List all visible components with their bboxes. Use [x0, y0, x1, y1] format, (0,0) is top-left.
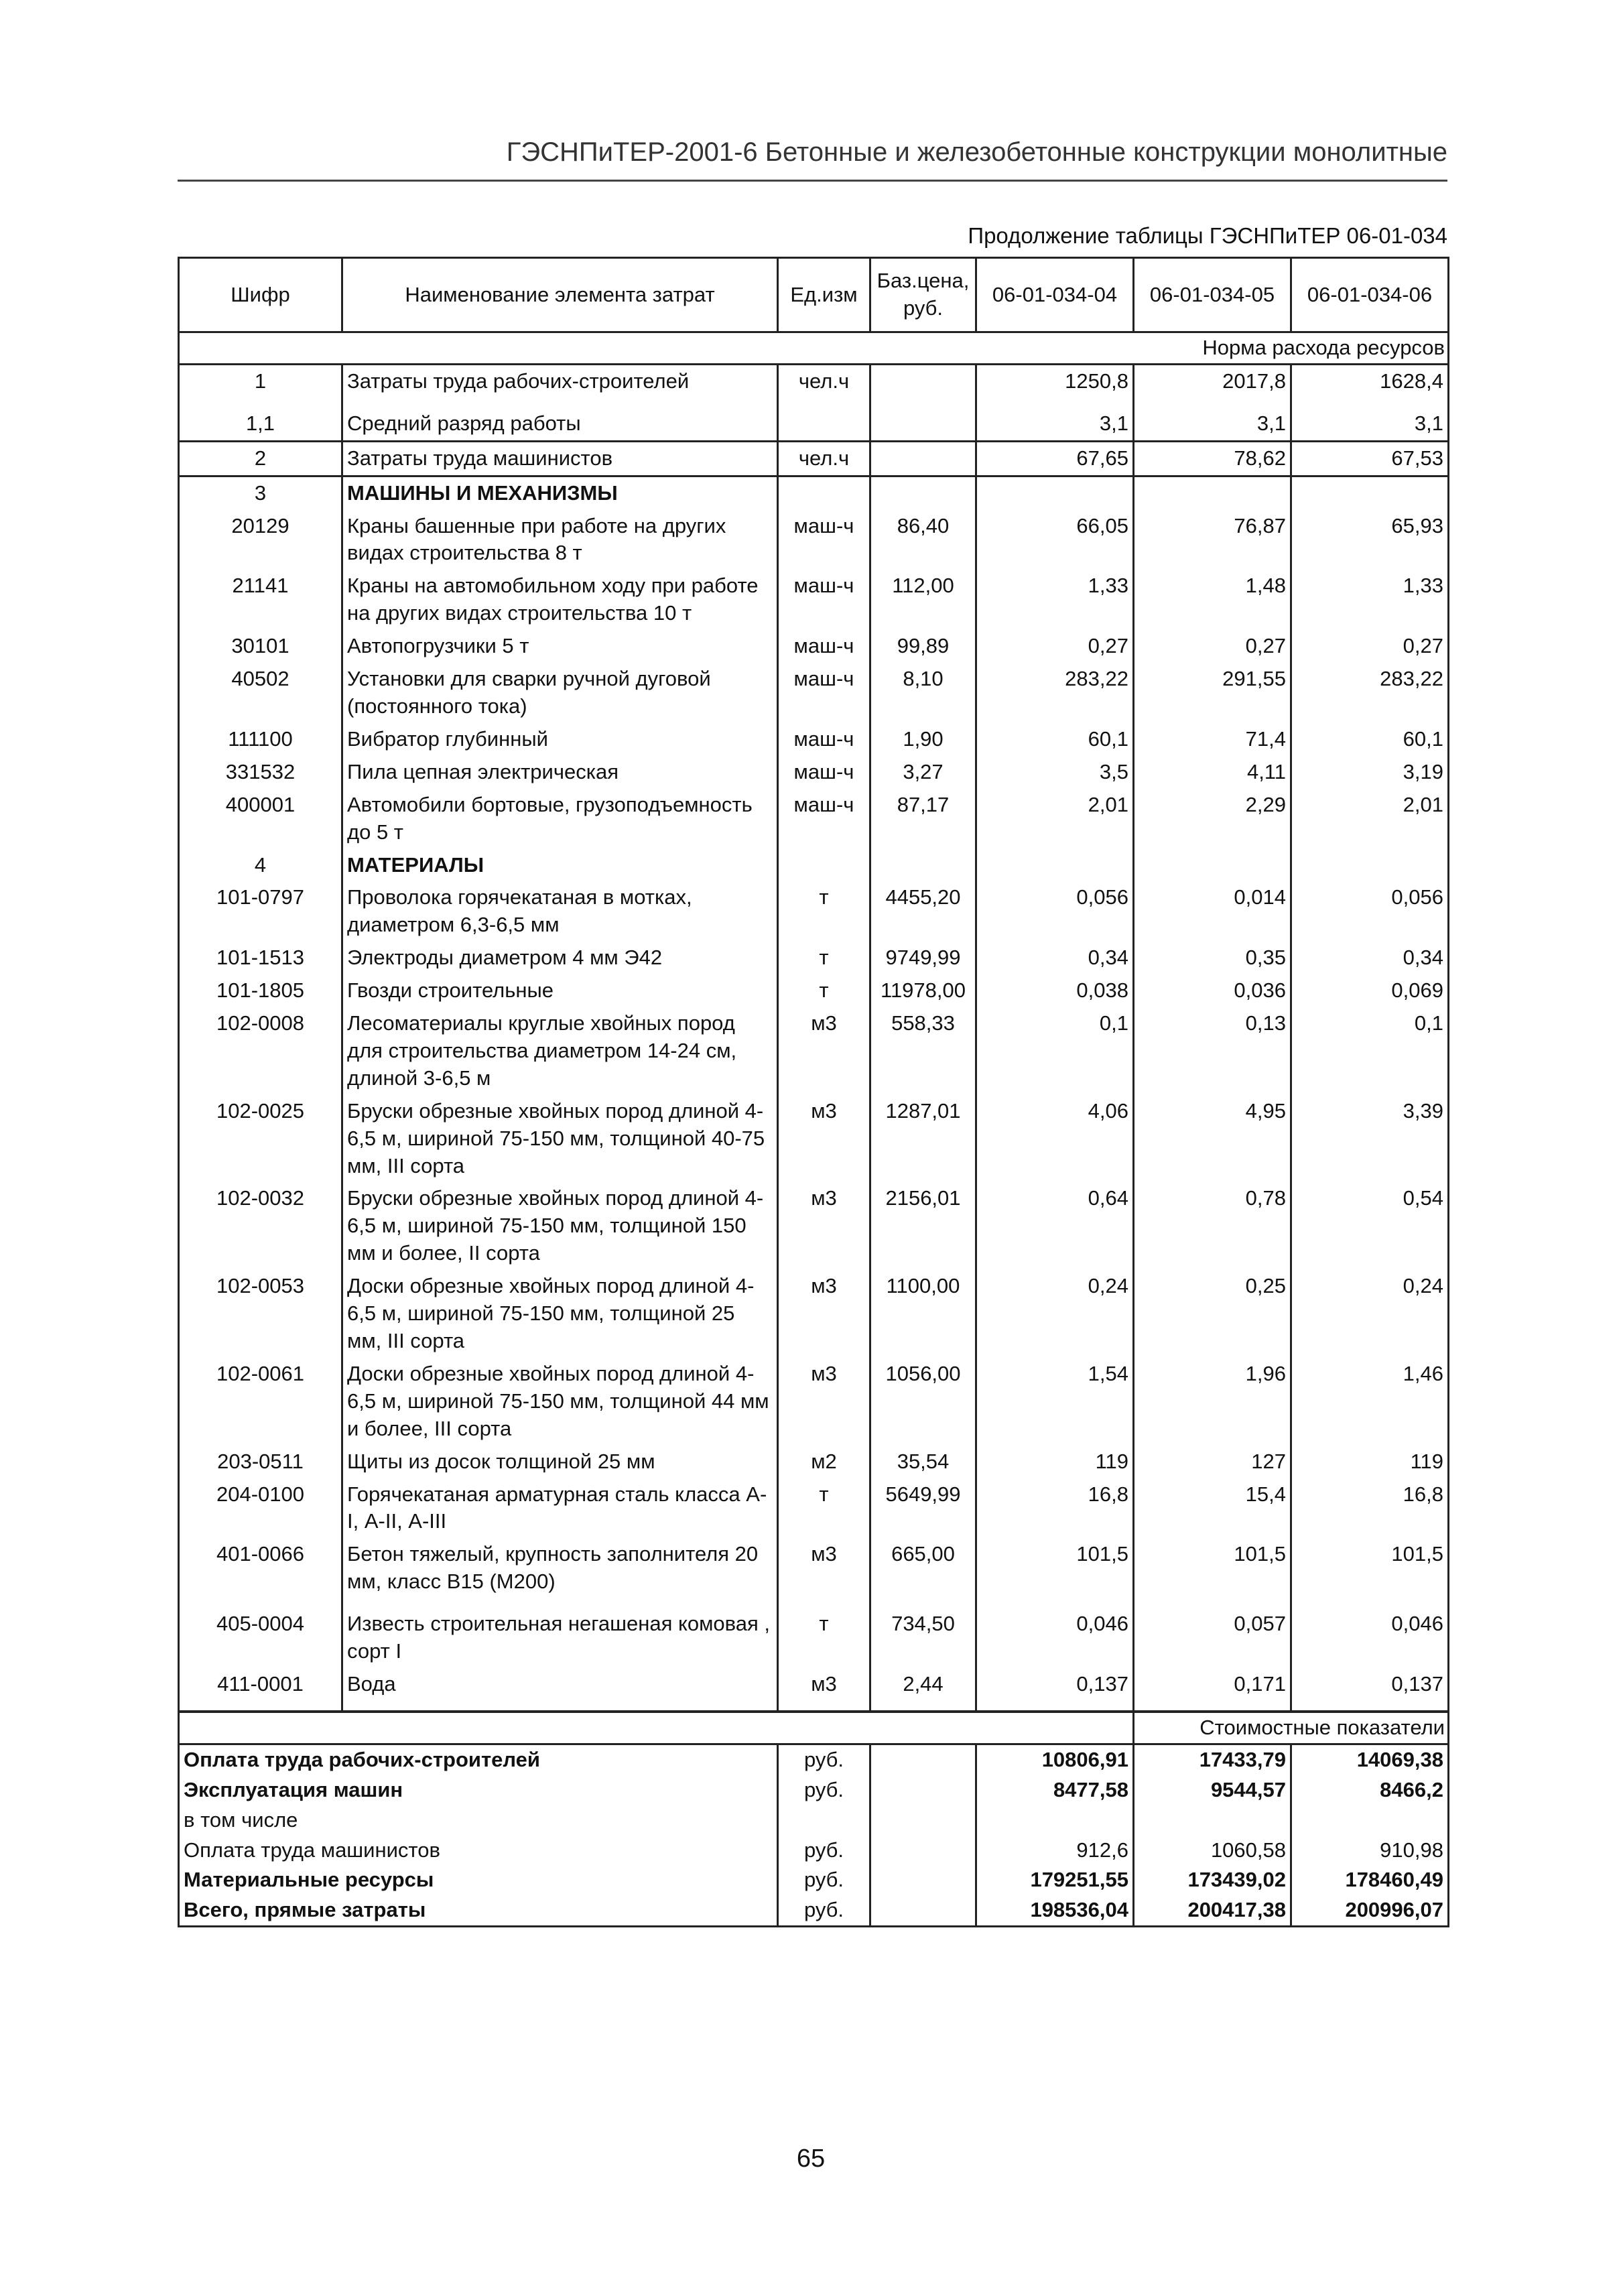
cell-price	[870, 441, 976, 476]
cell-name: Краны башенные при работе на других видах строительства 8 т	[342, 510, 778, 570]
total-unit: руб.	[778, 1836, 870, 1866]
table-row	[179, 849, 1449, 882]
cost-caption-spacer	[179, 1712, 1134, 1744]
cell-norm-04: 4,06	[976, 1095, 1134, 1183]
cell-price: 9749,99	[870, 942, 976, 974]
cell-code: 102-0061	[179, 1358, 342, 1446]
col-header-norm-04: 06-01-034-04	[976, 258, 1134, 332]
cell-price	[870, 364, 976, 397]
total-norm-05: 173439,02	[1134, 1865, 1291, 1895]
cell-name: Автомобили бортовые, грузоподъемность до 5 т	[342, 789, 778, 849]
total-row	[179, 1836, 1449, 1866]
cell-norm-05: 76,87	[1134, 510, 1291, 570]
cell-name: Электроды диаметром 4 мм Э42	[342, 942, 778, 974]
cell-norm-06: 0,046	[1291, 1608, 1449, 1668]
cell-price	[870, 476, 976, 509]
cell-unit: м3	[778, 1538, 870, 1598]
resource-norms-table-wrapper	[178, 257, 1447, 1927]
col-header-price: Баз.цена, руб.	[870, 258, 976, 332]
cell-unit: т	[778, 942, 870, 974]
cell-code: 101-0797	[179, 881, 342, 942]
cell-code: 1,1	[179, 407, 342, 441]
total-row	[179, 1744, 1449, 1775]
cell-name: Средний разряд работы	[342, 407, 778, 441]
cell-norm-06: 3,1	[1291, 407, 1449, 441]
cell-norm-04: 0,27	[976, 630, 1134, 663]
cell-name: Затраты труда рабочих-строителей	[342, 364, 778, 397]
cell-price: 99,89	[870, 630, 976, 663]
cell-price: 1056,00	[870, 1358, 976, 1446]
cell-norm-04: 16,8	[976, 1478, 1134, 1539]
total-norm-04: 912,6	[976, 1836, 1134, 1866]
col-header-norm-05: 06-01-034-05	[1134, 258, 1291, 332]
cell-unit: т	[778, 881, 870, 942]
table-header-row	[179, 258, 1449, 332]
cell-norm-05: 3,1	[1134, 407, 1291, 441]
cell-code: 400001	[179, 789, 342, 849]
cell-code: 4	[179, 849, 342, 882]
total-norm-05: 1060,58	[1134, 1836, 1291, 1866]
page-number: 65	[796, 2145, 826, 2173]
total-name: Материальные ресурсы	[179, 1865, 778, 1895]
cell-code: 30101	[179, 630, 342, 663]
cell-norm-06: 0,069	[1291, 974, 1449, 1007]
total-name: Эксплуатация машин	[179, 1775, 778, 1805]
table-row	[179, 1478, 1449, 1539]
table-body	[179, 332, 1449, 1927]
cell-code: 102-0008	[179, 1007, 342, 1095]
cell-name: Гвозди строительные	[342, 974, 778, 1007]
norm-caption: Норма расхода ресурсов	[976, 332, 1449, 365]
cell-name: МАТЕРИАЛЫ	[342, 849, 778, 882]
cell-norm-04: 3,5	[976, 756, 1134, 789]
cell-norm-06: 2,01	[1291, 789, 1449, 849]
cell-code: 40502	[179, 663, 342, 723]
total-norm-04: 8477,58	[976, 1775, 1134, 1805]
cell-norm-06: 119	[1291, 1446, 1449, 1478]
cell-code: 102-0025	[179, 1095, 342, 1183]
cell-code: 203-0511	[179, 1446, 342, 1478]
cell-price: 87,17	[870, 789, 976, 849]
total-price-blank	[870, 1836, 976, 1866]
cell-name: Горячекатаная арматурная сталь класса А-I, А-II, А-III	[342, 1478, 778, 1539]
cell-norm-05: 0,25	[1134, 1270, 1291, 1358]
total-norm-04: 10806,91	[976, 1744, 1134, 1775]
cell-name: Известь строительная негашеная комовая , сорт I	[342, 1608, 778, 1668]
cell-norm-05: 2017,8	[1134, 364, 1291, 397]
cell-code: 331532	[179, 756, 342, 789]
table-row	[179, 1668, 1449, 1701]
table-row	[179, 1182, 1449, 1270]
cell-norm-04: 1,33	[976, 570, 1134, 630]
cell-norm-06: 101,5	[1291, 1538, 1449, 1598]
cell-price: 8,10	[870, 663, 976, 723]
col-header-unit: Ед.изм	[778, 258, 870, 332]
cell-price	[870, 407, 976, 441]
cell-unit: маш-ч	[778, 630, 870, 663]
cell-norm-06: 3,19	[1291, 756, 1449, 789]
total-unit: руб.	[778, 1744, 870, 1775]
cell-norm-04: 60,1	[976, 723, 1134, 756]
total-norm-04: 179251,55	[976, 1865, 1134, 1895]
cell-norm-04: 101,5	[976, 1538, 1134, 1598]
cell-code: 101-1513	[179, 942, 342, 974]
cell-norm-04: 119	[976, 1446, 1134, 1478]
cell-norm-06: 1628,4	[1291, 364, 1449, 397]
cell-name: Доски обрезные хвойных пород длиной 4-6,5 м, шириной 75-150 мм, толщиной 44 мм и более, III сорта	[342, 1358, 778, 1446]
total-norm-04	[976, 1805, 1134, 1836]
cell-code: 401-0066	[179, 1538, 342, 1598]
cell-norm-06: 0,1	[1291, 1007, 1449, 1095]
total-norm-06: 14069,38	[1291, 1744, 1449, 1775]
cell-norm-04: 66,05	[976, 510, 1134, 570]
running-header: ГЭСНПиТЕР-2001-6 Бетонные и железобетонные конструкции монолитные	[506, 137, 1447, 167]
cell-norm-04: 0,038	[976, 974, 1134, 1007]
cell-norm-04: 0,1	[976, 1007, 1134, 1095]
table-row	[179, 723, 1449, 756]
cell-price: 734,50	[870, 1608, 976, 1668]
cell-code: 411-0001	[179, 1668, 342, 1701]
total-norm-04: 198536,04	[976, 1895, 1134, 1926]
cell-price: 2,44	[870, 1668, 976, 1701]
total-name: в том числе	[179, 1805, 778, 1836]
table-row	[179, 663, 1449, 723]
cell-norm-05: 0,171	[1134, 1668, 1291, 1701]
cell-code: 102-0053	[179, 1270, 342, 1358]
row-spacer	[179, 398, 1449, 407]
cell-name: Автопогрузчики 5 т	[342, 630, 778, 663]
cost-caption: Стоимостные показатели	[1134, 1712, 1449, 1744]
cell-norm-05: 0,014	[1134, 881, 1291, 942]
cell-unit: м3	[778, 1270, 870, 1358]
cell-norm-06: 283,22	[1291, 663, 1449, 723]
total-norm-06: 178460,49	[1291, 1865, 1449, 1895]
cell-price	[870, 849, 976, 882]
cell-code: 21141	[179, 570, 342, 630]
cell-price: 35,54	[870, 1446, 976, 1478]
cell-price: 2156,01	[870, 1182, 976, 1270]
cell-price: 11978,00	[870, 974, 976, 1007]
cell-name: Бруски обрезные хвойных пород длиной 4-6,5 м, шириной 75-150 мм, толщиной 150 мм и более, II сорта	[342, 1182, 778, 1270]
cell-norm-06: 0,056	[1291, 881, 1449, 942]
cell-unit: м3	[778, 1668, 870, 1701]
cell-price: 4455,20	[870, 881, 976, 942]
cell-norm-06: 67,53	[1291, 441, 1449, 476]
total-unit: руб.	[778, 1895, 870, 1926]
table-row	[179, 570, 1449, 630]
cell-name: Затраты труда машинистов	[342, 441, 778, 476]
cell-norm-04: 67,65	[976, 441, 1134, 476]
total-name: Оплата труда машинистов	[179, 1836, 778, 1866]
cell-norm-05: 127	[1134, 1446, 1291, 1478]
total-norm-06: 200996,07	[1291, 1895, 1449, 1926]
cell-norm-06	[1291, 476, 1449, 509]
cell-unit: т	[778, 1478, 870, 1539]
cell-code: 405-0004	[179, 1608, 342, 1668]
cell-name: Лесоматериалы круглые хвойных пород для строительства диаметром 14-24 см, длиной 3-6,5 м	[342, 1007, 778, 1095]
cell-unit: т	[778, 1608, 870, 1668]
cell-name: Краны на автомобильном ходу при работе на других видах строительства 10 т	[342, 570, 778, 630]
cell-norm-05: 71,4	[1134, 723, 1291, 756]
cell-unit: маш-ч	[778, 570, 870, 630]
cell-norm-04: 283,22	[976, 663, 1134, 723]
cell-name: МАШИНЫ И МЕХАНИЗМЫ	[342, 476, 778, 509]
cell-price: 3,27	[870, 756, 976, 789]
norm-caption-spacer	[179, 332, 976, 365]
total-norm-06: 910,98	[1291, 1836, 1449, 1866]
cell-norm-05	[1134, 849, 1291, 882]
table-row	[179, 1358, 1449, 1446]
cell-code: 111100	[179, 723, 342, 756]
cell-norm-05: 291,55	[1134, 663, 1291, 723]
total-price-blank	[870, 1865, 976, 1895]
cell-norm-04: 0,34	[976, 942, 1134, 974]
table-row	[179, 1608, 1449, 1668]
cell-norm-05: 2,29	[1134, 789, 1291, 849]
total-norm-05	[1134, 1805, 1291, 1836]
cell-price: 558,33	[870, 1007, 976, 1095]
total-norm-05: 200417,38	[1134, 1895, 1291, 1926]
cell-norm-05: 0,78	[1134, 1182, 1291, 1270]
total-row	[179, 1895, 1449, 1926]
total-row	[179, 1865, 1449, 1895]
table-row	[179, 881, 1449, 942]
table-row	[179, 476, 1449, 509]
cell-price: 5649,99	[870, 1478, 976, 1539]
cell-norm-04: 0,64	[976, 1182, 1134, 1270]
cell-norm-05: 4,95	[1134, 1095, 1291, 1183]
cell-norm-06: 0,54	[1291, 1182, 1449, 1270]
table-row	[179, 510, 1449, 570]
cell-unit: м2	[778, 1446, 870, 1478]
total-row	[179, 1805, 1449, 1836]
total-norm-06	[1291, 1805, 1449, 1836]
cell-code: 101-1805	[179, 974, 342, 1007]
cell-norm-04	[976, 476, 1134, 509]
total-price-blank	[870, 1805, 976, 1836]
cell-norm-06: 0,24	[1291, 1270, 1449, 1358]
cell-unit	[778, 407, 870, 441]
table-row	[179, 364, 1449, 397]
cell-name: Бруски обрезные хвойных пород длиной 4-6,5 м, шириной 75-150 мм, толщиной 40-75 мм, III сорта	[342, 1095, 778, 1183]
cell-norm-06: 0,34	[1291, 942, 1449, 974]
total-price-blank	[870, 1744, 976, 1775]
cell-price: 1100,00	[870, 1270, 976, 1358]
cell-unit: маш-ч	[778, 789, 870, 849]
table-row	[179, 630, 1449, 663]
cell-unit: чел.ч	[778, 441, 870, 476]
cell-norm-04: 0,056	[976, 881, 1134, 942]
total-norm-05: 17433,79	[1134, 1744, 1291, 1775]
cell-norm-04: 2,01	[976, 789, 1134, 849]
cell-norm-05	[1134, 476, 1291, 509]
col-header-name: Наименование элемента затрат	[342, 258, 778, 332]
cell-price: 86,40	[870, 510, 976, 570]
total-unit: руб.	[778, 1775, 870, 1805]
total-price-blank	[870, 1895, 976, 1926]
cell-code: 102-0032	[179, 1182, 342, 1270]
cell-unit	[778, 849, 870, 882]
cell-unit: м3	[778, 1007, 870, 1095]
col-header-norm-06: 06-01-034-06	[1291, 258, 1449, 332]
resource-norms-table	[178, 257, 1449, 1927]
cell-unit	[778, 476, 870, 509]
cell-norm-06: 16,8	[1291, 1478, 1449, 1539]
table-row	[179, 1446, 1449, 1478]
cell-unit: маш-ч	[778, 663, 870, 723]
cell-norm-04: 0,046	[976, 1608, 1134, 1668]
cell-norm-05: 101,5	[1134, 1538, 1291, 1598]
table-row	[179, 789, 1449, 849]
cell-norm-06: 65,93	[1291, 510, 1449, 570]
cell-name: Проволока горячекатаная в мотках, диаметром 6,3-6,5 мм	[342, 881, 778, 942]
table-row	[179, 756, 1449, 789]
cell-name: Вода	[342, 1668, 778, 1701]
cell-norm-06: 3,39	[1291, 1095, 1449, 1183]
cell-code: 2	[179, 441, 342, 476]
cell-norm-04: 0,24	[976, 1270, 1134, 1358]
table-row	[179, 942, 1449, 974]
cell-norm-05: 4,11	[1134, 756, 1291, 789]
cell-norm-05: 0,35	[1134, 942, 1291, 974]
table-row	[179, 1095, 1449, 1183]
cell-norm-06: 60,1	[1291, 723, 1449, 756]
cell-price: 1287,01	[870, 1095, 976, 1183]
total-row	[179, 1775, 1449, 1805]
norm-caption-row	[179, 332, 1449, 365]
cell-norm-05: 0,13	[1134, 1007, 1291, 1095]
cell-norm-04: 1,54	[976, 1358, 1134, 1446]
cell-norm-04: 0,137	[976, 1668, 1134, 1701]
cell-unit: м3	[778, 1358, 870, 1446]
cost-caption-row	[179, 1712, 1449, 1744]
cell-unit: м3	[778, 1095, 870, 1183]
cell-unit: маш-ч	[778, 510, 870, 570]
cell-norm-04: 1250,8	[976, 364, 1134, 397]
cell-unit: чел.ч	[778, 364, 870, 397]
cell-norm-05: 78,62	[1134, 441, 1291, 476]
row-spacer	[179, 1598, 1449, 1608]
table-continuation-caption: Продолжение таблицы ГЭСНПиТЕР 06-01-034	[968, 223, 1447, 248]
cell-norm-05: 1,96	[1134, 1358, 1291, 1446]
cell-unit: маш-ч	[778, 723, 870, 756]
cell-norm-05: 0,27	[1134, 630, 1291, 663]
row-spacer	[179, 1701, 1449, 1712]
cell-price: 112,00	[870, 570, 976, 630]
total-unit	[778, 1805, 870, 1836]
cell-code: 20129	[179, 510, 342, 570]
cell-norm-05: 0,036	[1134, 974, 1291, 1007]
cell-price: 665,00	[870, 1538, 976, 1598]
cell-code: 1	[179, 364, 342, 397]
cell-norm-06	[1291, 849, 1449, 882]
total-price-blank	[870, 1775, 976, 1805]
table-row	[179, 974, 1449, 1007]
cell-norm-05: 1,48	[1134, 570, 1291, 630]
cell-norm-05: 15,4	[1134, 1478, 1291, 1539]
table-row	[179, 441, 1449, 476]
col-header-code: Шифр	[179, 258, 342, 332]
cell-price: 1,90	[870, 723, 976, 756]
header-rule	[178, 180, 1447, 182]
cell-norm-06: 0,27	[1291, 630, 1449, 663]
table-row	[179, 1270, 1449, 1358]
cell-name: Пила цепная электрическая	[342, 756, 778, 789]
table-row	[179, 1538, 1449, 1598]
cell-unit: маш-ч	[778, 756, 870, 789]
total-name: Оплата труда рабочих-строителей	[179, 1744, 778, 1775]
cell-unit: м3	[778, 1182, 870, 1270]
cell-norm-04: 3,1	[976, 407, 1134, 441]
cell-name: Бетон тяжелый, крупность заполнителя 20 мм, класс B15 (M200)	[342, 1538, 778, 1598]
table-row	[179, 1007, 1449, 1095]
cell-code: 3	[179, 476, 342, 509]
cell-code: 204-0100	[179, 1478, 342, 1539]
table-row	[179, 407, 1449, 441]
cell-name: Щиты из досок толщиной 25 мм	[342, 1446, 778, 1478]
total-norm-06: 8466,2	[1291, 1775, 1449, 1805]
total-unit: руб.	[778, 1865, 870, 1895]
cell-unit: т	[778, 974, 870, 1007]
total-norm-05: 9544,57	[1134, 1775, 1291, 1805]
cell-norm-06: 1,33	[1291, 570, 1449, 630]
cell-name: Доски обрезные хвойных пород длиной 4-6,5 м, шириной 75-150 мм, толщиной 25 мм, III сорта	[342, 1270, 778, 1358]
total-name: Всего, прямые затраты	[179, 1895, 778, 1926]
cell-norm-04	[976, 849, 1134, 882]
cell-name: Вибратор глубинный	[342, 723, 778, 756]
cell-name: Установки для сварки ручной дуговой (постоянного тока)	[342, 663, 778, 723]
cell-norm-05: 0,057	[1134, 1608, 1291, 1668]
cell-norm-06: 1,46	[1291, 1358, 1449, 1446]
cell-norm-06: 0,137	[1291, 1668, 1449, 1701]
